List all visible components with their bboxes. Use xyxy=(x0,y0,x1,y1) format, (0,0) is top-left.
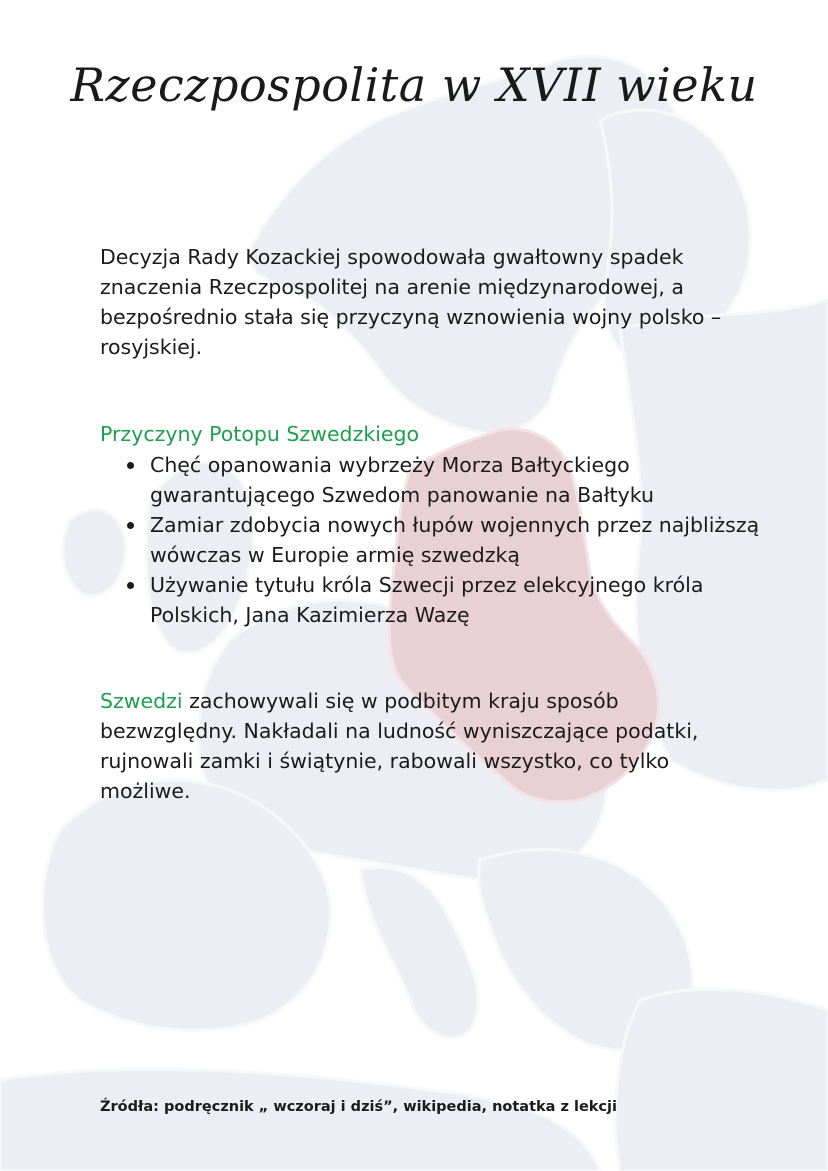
swedes-text: zachowywali się w podbitym kraju sposób bezwzględny. Nakładali na ludność wyniszczające podatki, rujnowali zamki i świątynie, rabowali wszystko, co tylko możliwe. xyxy=(100,689,699,803)
sources-note: Źródła: podręcznik „ wczoraj i dziś”, wikipedia, notatka z lekcji xyxy=(100,1099,617,1115)
bullet-icon xyxy=(127,522,134,529)
map-south xyxy=(360,867,478,1038)
bullet-icon xyxy=(127,462,134,469)
swedes-paragraph xyxy=(100,686,750,806)
bullet-icon xyxy=(127,582,134,589)
intro-paragraph: Decyzja Rady Kozackiej spowodowała gwałtowny spadek znaczenia Rzeczpospolitej na arenie międzynarodowej, a bezpośrednio stała się przyczyną wznowienia wojny polsko – rosyjskiej. xyxy=(100,245,722,359)
swedes-lead: Szwedzi xyxy=(100,689,183,713)
list-item xyxy=(100,450,760,510)
causes-heading: Przyczyny Potopu Szwedzkiego xyxy=(100,422,420,446)
list-item-text: Chęć opanowania wybrzeży Morza Bałtyckiego gwarantującego Szwedom panowanie na Bałtyku xyxy=(150,453,654,507)
list-item-text: Używanie tytułu króla Szwecji przez elekcyjnego króla Polskich, Jana Kazimierza Wazę xyxy=(150,573,704,627)
map-africa xyxy=(0,1069,600,1171)
list-item xyxy=(100,570,760,630)
list-item-text: Zamiar zdobycia nowych łupów wojennych przez najbliższą wówczas w Europie armię szwedzką xyxy=(150,513,760,567)
causes-list xyxy=(100,450,760,630)
map-anatolia xyxy=(615,989,828,1171)
list-item xyxy=(100,510,760,570)
page-title: Rzeczpospolita w XVII wieku xyxy=(70,58,758,112)
